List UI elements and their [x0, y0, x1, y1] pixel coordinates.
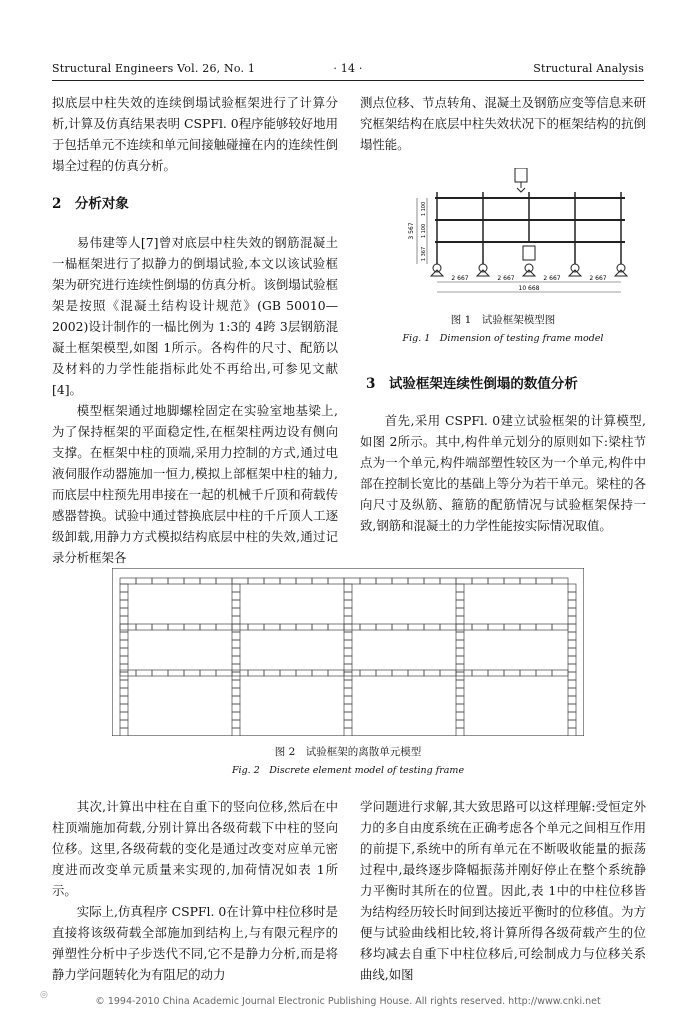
column-element — [120, 616, 128, 624]
column-element — [456, 584, 464, 592]
beam-element — [472, 578, 488, 584]
column-element — [344, 664, 352, 672]
beam-element — [296, 670, 312, 676]
beam-element — [200, 670, 216, 676]
beam-element — [344, 578, 360, 584]
column-element — [120, 688, 128, 696]
column-element — [456, 712, 464, 720]
beam-element — [296, 624, 312, 630]
figure-1-caption-en: Fig. 1 Dimension of testing frame model — [402, 333, 604, 344]
column-element — [232, 632, 240, 640]
cnki-logo-icon: ◎ — [40, 990, 48, 1000]
column-element — [456, 624, 464, 632]
column-element — [456, 696, 464, 704]
column-element — [568, 696, 576, 704]
beam-element — [392, 578, 408, 584]
beam-element — [424, 578, 440, 584]
beam-element — [456, 578, 472, 584]
column-element — [568, 648, 576, 656]
beam-element — [200, 578, 216, 584]
column-element — [568, 592, 576, 600]
column-element — [568, 688, 576, 696]
actuator-rod — [517, 182, 525, 192]
running-header-journal: Structural Engineers Vol. 26, No. 1 — [52, 62, 256, 75]
dim-span-1: 2 667 — [451, 275, 469, 282]
beam-element — [168, 578, 184, 584]
column-element — [568, 672, 576, 680]
column-element — [344, 680, 352, 688]
column-element — [456, 664, 464, 672]
column-element — [568, 624, 576, 632]
beam-element — [264, 670, 280, 676]
beam-element — [248, 670, 264, 676]
beam-element — [520, 578, 536, 584]
left-column-top — [52, 92, 338, 176]
left-column-bottom — [52, 796, 338, 985]
beam-element — [328, 670, 344, 676]
column-element — [232, 696, 240, 704]
column-element — [344, 712, 352, 720]
column-element — [232, 600, 240, 608]
beam-element — [232, 578, 248, 584]
dim-span-2: 2 667 — [497, 275, 515, 282]
figure-1-caption-cn: 图 1 试验框架模型图 — [450, 314, 556, 326]
column-element — [120, 608, 128, 616]
beam-element — [472, 670, 488, 676]
column-element — [568, 616, 576, 624]
paragraph: 易伟建等人[7]曾对底层中柱失效的钢筋混凝土一榀框架进行了拟静力的倒塌试验,本文以该试验框架为研究进行连续性倒塌的仿真分析。该倒塌试验框架是按照《混凝土结构设计规范》(GB 50010—2002)设计制作的一榀比例为 1:3的 4跨 3层钢筋混凝土框架模型,如图 1所示。各构件的尺寸、配筋以及材料的力学性能指标此处不再给出,可参见文献[4]。 — [52, 235, 338, 397]
beam-element — [296, 578, 312, 584]
column-element — [456, 648, 464, 656]
beam-element — [536, 624, 552, 630]
section-3-heading: 3 试验框架连续性倒塌的数值分析 — [366, 376, 578, 392]
column-element — [344, 640, 352, 648]
paragraph: 首先,采用 CSPFl. 0建立试验框架的计算模型,如图 2所示。其中,构件单元划分的原则如下:梁柱节点为一个单元,构件端部塑性较区为一个单元,构件中部在控制长宽比的基础上等分为若干单元。梁柱的各向尺寸及纵筋、箍筋的配筋情况与试验框架保持一致,钢筋和混凝土的力学性能按实际情况取值。 — [360, 413, 646, 533]
beam-element — [472, 624, 488, 630]
column-element — [568, 704, 576, 712]
beam-element — [440, 670, 456, 676]
column-element — [568, 664, 576, 672]
section-2-heading: 2 分析对象 — [52, 196, 129, 212]
beam-element — [536, 578, 552, 584]
beam-element — [504, 578, 520, 584]
beam-element — [312, 624, 328, 630]
column-element — [344, 608, 352, 616]
column-element — [120, 600, 128, 608]
beam-element — [376, 624, 392, 630]
beam-element — [328, 578, 344, 584]
beam-element — [152, 624, 168, 630]
column-element — [568, 600, 576, 608]
beam-element — [552, 578, 568, 584]
column-element — [232, 688, 240, 696]
beam-element — [520, 624, 536, 630]
header-rule — [52, 80, 644, 81]
beam-element — [360, 670, 376, 676]
paragraph: 其次,计算出中柱在自重下的竖向位移,然后在中柱顶端施加荷载,分别计算出各级荷载下中柱的竖向位移。这里,各级荷载的变化是通过改变对应单元密度进而改变单元质量来实现的,加荷情况如表 1所示。 — [52, 799, 338, 898]
beam-element — [408, 670, 424, 676]
paragraph: 拟底层中柱失效的连续倒塌试验框架进行了计算分析,计算及仿真结果表明 CSPFl. 0程序能够较好地用于包括单元不连续和单元间接触碰撞在内的连续性倒塌全过程的仿真分析。 — [52, 95, 338, 173]
beam-element — [184, 670, 200, 676]
beam-element — [312, 578, 328, 584]
beam-element — [216, 624, 232, 630]
column-element — [344, 696, 352, 704]
column-element — [120, 624, 128, 632]
column-element — [344, 704, 352, 712]
beam-element — [184, 624, 200, 630]
beam-element — [168, 624, 184, 630]
beam-element — [392, 624, 408, 630]
page-number: · 14 · — [333, 62, 363, 75]
beam-element — [376, 670, 392, 676]
beam-element — [216, 670, 232, 676]
figure-2-border — [112, 568, 584, 736]
column-element — [120, 592, 128, 600]
column-element — [120, 664, 128, 672]
paragraph: 学问题进行求解,其大致思路可以这样理解:受恒定外力的多自由度系统在正确考虑各个单元之间相互作用的前提下,系统中的所有单元在不断吸收能量的振荡过程中,最终逐步降幅振荡并刚好停止在整个系统静力平衡时其所在的位置。因此,表 1中的中柱位移皆为结构经历较长时间到达接近平衡时的位移值。为方便与试验曲线相比较,将计算所得各级荷载产生的位移均减去自重下中柱位移后,可绘制成力与位移关系曲线,如图 — [360, 799, 646, 982]
column-element — [232, 648, 240, 656]
beam-element — [376, 578, 392, 584]
column-element — [344, 600, 352, 608]
dim-story-3: 1 100 — [421, 201, 427, 217]
beam-element — [120, 578, 136, 584]
beam-element — [424, 624, 440, 630]
column-element — [344, 592, 352, 600]
paragraph: 测点位移、节点转角、混凝土及钢筋应变等信息来研究框架结构在底层中柱失效状况下的框架结构的抗倒塌性能。 — [360, 95, 646, 152]
beam-element — [504, 670, 520, 676]
beam-element — [136, 578, 152, 584]
beam-element — [424, 670, 440, 676]
column-element — [344, 720, 352, 728]
beam-element — [136, 624, 152, 630]
column-element — [344, 728, 352, 736]
column-element — [456, 688, 464, 696]
figure-2-caption-en: Fig. 2 Discrete element model of testing frame — [231, 765, 465, 776]
beam-element — [280, 670, 296, 676]
beam-element — [440, 578, 456, 584]
beam-element — [488, 624, 504, 630]
column-element — [568, 632, 576, 640]
column-element — [232, 656, 240, 664]
beam-element — [360, 624, 376, 630]
paragraph: 模型框架通过地脚螺栓固定在实验室地基梁上,为了保持框架的平面稳定性,在框架柱两边设有侧向支撑。在框架中柱的顶端,采用力控制的方式,通过电液伺服作动器施加一恒力,模拟上部框架中柱的轴力,而底层中柱预先用串接在一起的机械千斤顶和荷载传感器替换。试验中通过替换底层中柱的千斤顶人工逐级卸载,用静力方式模拟结构底层中柱的失效,通过记录分析框架各 — [52, 403, 338, 565]
beam-element — [328, 624, 344, 630]
column-element — [120, 584, 128, 592]
column-element — [232, 728, 240, 736]
column-element — [232, 616, 240, 624]
column-element — [120, 696, 128, 704]
figure-2-caption-cn: 图 2 试验框架的离散单元模型 — [274, 746, 422, 758]
dim-story-2: 1 100 — [421, 223, 427, 239]
column-element — [456, 600, 464, 608]
column-element — [568, 656, 576, 664]
column-element — [120, 648, 128, 656]
column-element — [344, 688, 352, 696]
beam-element — [312, 670, 328, 676]
column-element — [232, 680, 240, 688]
jack — [523, 246, 535, 260]
column-element — [568, 584, 576, 592]
column-element — [568, 712, 576, 720]
section-2-body — [52, 232, 338, 568]
beam-element — [552, 670, 568, 676]
column-element — [344, 632, 352, 640]
column-element — [456, 720, 464, 728]
column-element — [456, 704, 464, 712]
column-element — [120, 680, 128, 688]
column-element — [120, 640, 128, 648]
column-element — [456, 640, 464, 648]
dim-span-3: 2 667 — [543, 275, 561, 282]
column-element — [232, 608, 240, 616]
column-element — [232, 720, 240, 728]
column-element — [456, 656, 464, 664]
beam-element — [216, 578, 232, 584]
column-element — [120, 632, 128, 640]
beam-element — [392, 670, 408, 676]
beam-element — [488, 670, 504, 676]
beam-element — [168, 670, 184, 676]
column-element — [120, 728, 128, 736]
column-element — [232, 592, 240, 600]
dim-total: 10 668 — [518, 285, 540, 292]
beam-element — [408, 624, 424, 630]
column-element — [344, 648, 352, 656]
column-element — [568, 720, 576, 728]
column-element — [344, 584, 352, 592]
beam-element — [520, 670, 536, 676]
beam-element — [152, 578, 168, 584]
section-3-body — [360, 410, 646, 536]
beam-element — [552, 624, 568, 630]
column-element — [456, 608, 464, 616]
column-element — [120, 712, 128, 720]
column-element — [120, 720, 128, 728]
column-element — [120, 704, 128, 712]
column-element — [456, 616, 464, 624]
dim-story-1: 1 367 — [421, 246, 427, 262]
beam-element — [152, 670, 168, 676]
column-element — [456, 632, 464, 640]
beam-element — [488, 578, 504, 584]
column-element — [232, 664, 240, 672]
beam-element — [200, 624, 216, 630]
column-element — [568, 640, 576, 648]
beam-element — [504, 624, 520, 630]
column-element — [456, 680, 464, 688]
column-element — [344, 656, 352, 664]
column-element — [232, 624, 240, 632]
paragraph: 实际上,仿真程序 CSPFl. 0在计算中柱位移时是直接将该级荷载全部施加到结构上,与有限元程序的弹塑性分析中子步迭代不同,它不是静力分析,而是将静力学问题转化为有阻尼的动力 — [52, 904, 338, 982]
column-element — [568, 728, 576, 736]
right-column-top — [360, 92, 646, 155]
column-element — [344, 616, 352, 624]
beam-element — [280, 624, 296, 630]
column-element — [456, 728, 464, 736]
column-element — [568, 608, 576, 616]
column-element — [232, 640, 240, 648]
column-element — [120, 656, 128, 664]
figure-2-discrete-element-model — [112, 568, 584, 736]
beam-element — [264, 624, 280, 630]
beam-element — [248, 578, 264, 584]
actuator — [515, 168, 527, 182]
beam-element — [248, 624, 264, 630]
beam-element — [360, 578, 376, 584]
beam-element — [136, 670, 152, 676]
running-header-section: Structural Analysis — [533, 62, 644, 75]
beam-element — [280, 578, 296, 584]
column-element — [232, 712, 240, 720]
column-element — [568, 680, 576, 688]
column-element — [232, 704, 240, 712]
beam-element — [408, 578, 424, 584]
column-element — [232, 584, 240, 592]
column-element — [456, 592, 464, 600]
beam-element — [440, 624, 456, 630]
right-column-bottom — [360, 796, 646, 985]
beam-element — [184, 578, 200, 584]
column-element — [344, 624, 352, 632]
beam-element — [536, 670, 552, 676]
beam-element — [264, 578, 280, 584]
copyright-footer: © 1994-2010 China Academic Journal Electronic Publishing House. All rights reserved. http://www.cnki.net — [95, 996, 601, 1007]
dim-height-total: 3 567 — [408, 222, 415, 240]
dim-span-4: 2 667 — [589, 275, 607, 282]
figure-1-frame-drawing — [395, 168, 635, 308]
